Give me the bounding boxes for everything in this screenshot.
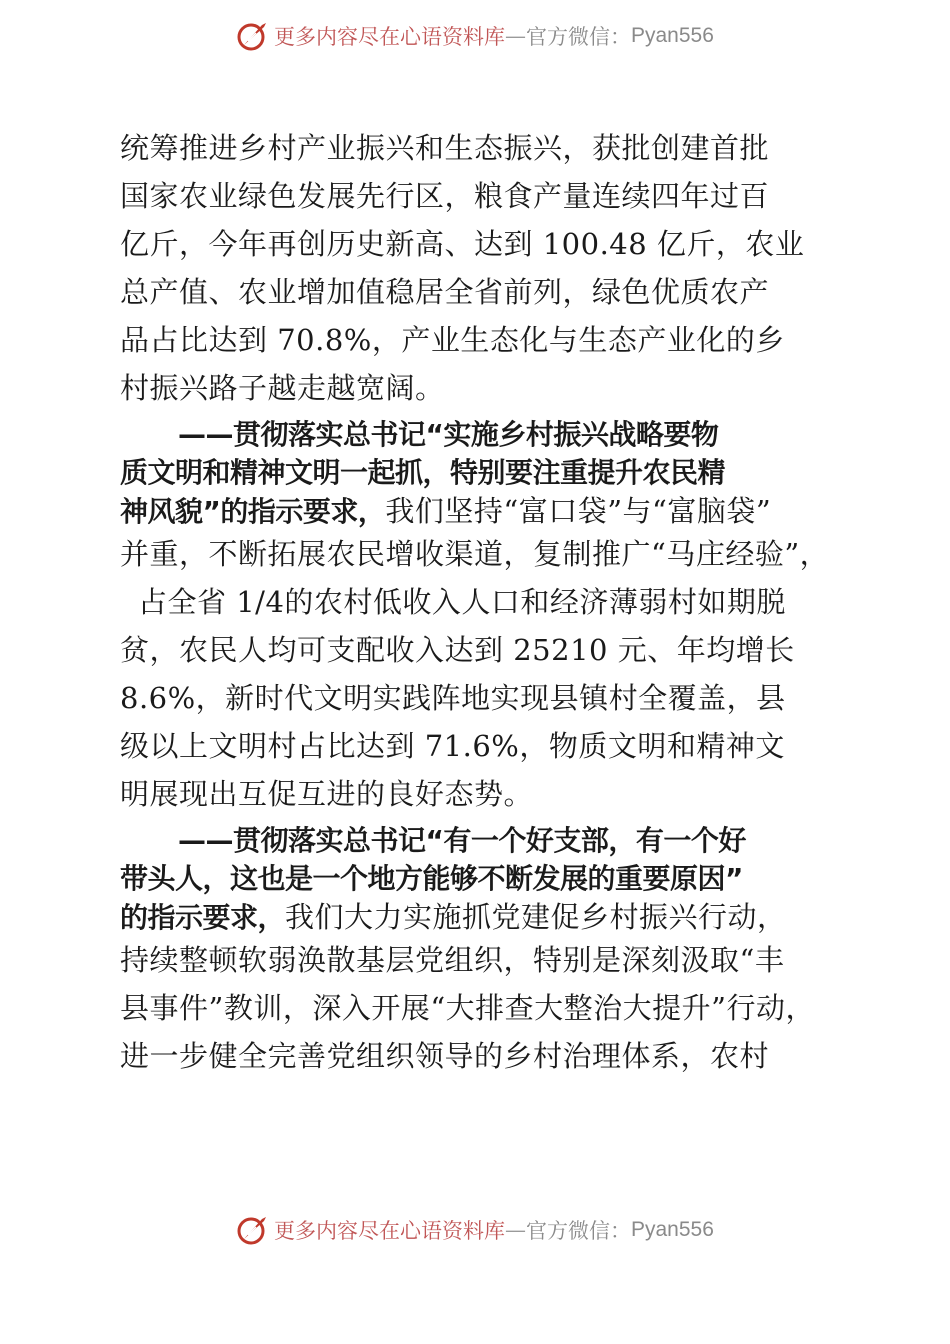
text-line: 8.6%，新时代文明实践阵地实现县镇村全覆盖，县 — [120, 681, 786, 715]
text-line: 品占比达到 70.8%，产业生态化与生态产业化的乡 — [120, 323, 785, 357]
text-line: 明展现出互促互进的良好态势。 — [120, 777, 534, 811]
text-line: 统筹推进乡村产业振兴和生态振兴，获批创建首批 — [120, 131, 770, 165]
watermark-dash: — — [505, 1218, 526, 1242]
text-line: 亿斤，今年再创历史新高、达到 100.48 亿斤，农业 — [120, 227, 805, 261]
bold-heading-line: 带头人，这也是一个地方能够不断发展的重要原因” — [120, 862, 743, 895]
watermark-wechat-id: Pyan556 — [631, 1218, 714, 1241]
text-fragment: 我们大力实施抓党建促乡村振兴行动， — [285, 900, 787, 934]
text-line: 县事件”教训，深入开展“大排查大整治大提升”行动， — [120, 991, 815, 1025]
watermark-wechat-label: 官方微信： — [526, 25, 631, 49]
mixed-line — [120, 898, 840, 936]
quill-logo-icon — [236, 1213, 270, 1247]
text-line: 国家农业绿色发展先行区，粮食产量连续四年过百 — [120, 179, 770, 213]
watermark-wechat-id: Pyan556 — [631, 24, 714, 47]
quill-logo-icon — [236, 19, 270, 53]
watermark-site-text: 更多内容尽在心语资料库 — [274, 1219, 505, 1243]
bold-heading-fragment: 神风貌”的指示要求， — [120, 495, 386, 528]
bold-heading-line: ——贯彻落实总书记“有一个好支部，有一个好 — [178, 824, 746, 857]
text-line: 级以上文明村占比达到 71.6%，物质文明和精神文 — [120, 729, 785, 763]
text-fragment: 我们坚持“富口袋”与“富脑袋” — [385, 494, 772, 528]
mixed-line — [120, 492, 840, 530]
text-line: 持续整顿软弱涣散基层党组织，特别是深刻汲取“丰 — [120, 943, 785, 977]
text-line: 村振兴路子越走越宽阔。 — [120, 371, 445, 405]
text-line: 贫，农民人均可支配收入达到 25210 元、年均增长 — [120, 633, 795, 667]
bold-heading-line: ——贯彻落实总书记“实施乡村振兴战略要物 — [178, 418, 719, 451]
document-body — [120, 124, 840, 1080]
footer-watermark — [236, 1212, 714, 1248]
text-line: 并重，不断拓展农民增收渠道，复制推广“马庄经验”， — [120, 537, 830, 571]
watermark-site-text: 更多内容尽在心语资料库 — [274, 25, 505, 49]
text-line: 占全省 1/4的农村低收入人口和经济薄弱村如期脱 — [138, 585, 786, 619]
watermark-wechat-label: 官方微信： — [526, 1219, 631, 1243]
text-line: 总产值、农业增加值稳居全省前列，绿色优质农产 — [120, 275, 770, 309]
bold-heading-line: 质文明和精神文明一起抓，特别要注重提升农民精 — [120, 456, 726, 489]
watermark-dash: — — [505, 24, 526, 48]
text-line: 进一步健全完善党组织领导的乡村治理体系，农村 — [120, 1039, 770, 1073]
header-watermark — [236, 18, 714, 54]
bold-heading-fragment: 的指示要求， — [120, 901, 286, 934]
